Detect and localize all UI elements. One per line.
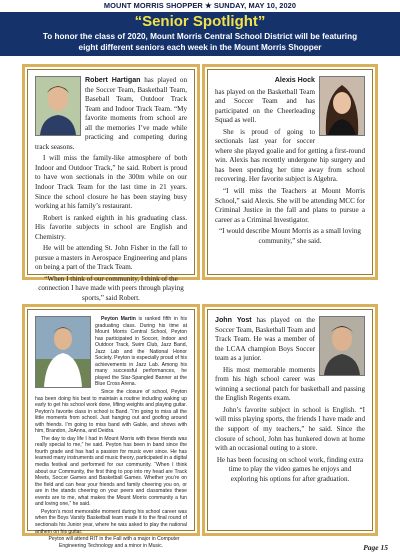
text-yost-3: He has been focusing on school work, finding extra time to play the video games he enjoys and exploring his options for after graduation. <box>216 455 364 483</box>
name-yost: John Yost <box>215 316 252 324</box>
article-yost <box>202 304 378 536</box>
banner-subtitle-line-2: eight different seniors each week in the Mount Morris Shopper <box>78 43 322 52</box>
intro-yost: has played on the Soccer Team, Basketball Team and Track Team. He was a member of the LCAA champion Boys Soccer team as a junior. <box>215 316 316 363</box>
photo-hock <box>319 76 365 136</box>
text-martin-1: Since the closure of school, Peyton has been doing his best to maintain a routine including waking up early to get his school work done, lifting weights and playing guitar. Peyton’s favorite class in school is Band. “I’m going to miss all the little moments from school. Just hanging out and goofing around with friends. I’m going to miss band with Gable, and shows with him, Brandon, JoAnna, and Deidra. <box>35 389 187 435</box>
text-yost-1: His most memorable moments from his high school career was winning a sectional patch for basketball and passing the English Regents exam. <box>215 365 365 403</box>
text-hock-3: “I would describe Mount Morris as a small loving community,” she said. <box>219 227 361 245</box>
intro-martin: is ranked fifth in his graduating class. During his time at Mount Morris Central School, Peyton has participated in Soccer, Indoor and Outdoor Track, Swim Club, Jazz Band, Jazz Lab and the National Honor Society. Peyton is especially proud of his achievements in Jazz Lab. Among his many successful performances, he played the Star-Spangled Banner at the Blue Cross Arena. <box>95 316 188 388</box>
text-hartigan-2: Robert is ranked eighth in his graduating class. His favorite subjects in school are English and Chemistry. <box>35 213 187 241</box>
article-hartigan <box>22 64 200 303</box>
page-number: Page 15 <box>363 543 388 552</box>
photo-yost <box>319 316 365 376</box>
text-martin-4: Peyton will attend RIT in the Fall with a major in Computer Engineering Technology and a minor in Music. <box>48 536 180 549</box>
article-hock <box>202 64 378 280</box>
text-martin-3: Peyton’s most memorable moment during his school career was when the Boys Varsity Basketball team made it to the final round of sectionals his Junior year, where he was asked to play the national anthem on his guitar. <box>35 508 187 535</box>
text-hartigan-1: I will miss the family-like atmosphere of both Indoor and Outdoor Track,” he said. Robert is proud to have won sectionals in the 300m while on our Indoor Track Team for the last time in 21 years. Since the school closure he has been staying busy working at his family’s restaurant. <box>35 154 187 211</box>
text-hock-1: She is proud of going to sectionals last year for soccer where she played goalie and for getting a first-round win. Alexis has recently undergone hip surgery and has been spending her time away from school recovering. Her favorite subject is Algebra. <box>215 127 365 184</box>
banner <box>0 12 400 56</box>
intro-hock: has played on the Basketball Team and Soccer Team and has participated on the Cheerleading Squad as well. <box>215 87 315 125</box>
name-hartigan: Robert Hartigan <box>85 76 141 84</box>
page-title: “Senior Spotlight” <box>134 13 266 30</box>
name-martin: Peyton Martin <box>101 316 136 322</box>
masthead: MOUNT MORRIS SHOPPER ★ SUNDAY, MAY 10, 2020 <box>103 1 297 10</box>
intro-hartigan: has played on the Soccer Team, Basketball Team, Baseball Team, Outdoor Track Team and Indoor Track Team. “My favorite moments from school are all the memories I’ve made while practicing and competing during track seasons. <box>35 76 188 151</box>
photo-hartigan <box>35 76 81 136</box>
text-hock-2: “I will miss the Teachers at Mount Morris School,” said Alexis. She will be attending MCC for Criminal Justice in the fall and plans to pursue a career as a Criminal Investigator. <box>215 187 365 224</box>
text-yost-2: John’s favorite subject in school is English. “I will miss playing sports, the friends I have made and the support of my teachers,” he said. Since the closure of school, John has hunkered down at home with an occasional outing to a store. <box>215 405 365 453</box>
banner-subtitle-line-1: To honor the class of 2020, Mount Morris Central School District will be featuring <box>42 32 358 41</box>
text-martin-2: The day to day life I had in Mount Morris with these friends was really special to me,” he said. Peyton has been in band since the fourth grade and has had a passion for music ever since. He has learned many instruments and music theory, participated in a digital media festival and performed for our community. “When I think about our Community, the first thing to pop into my head are Track Meets, Soccer Games and Basketball Games. Whether you’re on the field and can hear your friends and family cheering you on, or are in the stands cheering on your peers and classmates these events are to me, what makes the Mount Morris community a fun and loving one,” he said. <box>35 435 187 508</box>
text-hartigan-4: “When I think of our community, I think of the connection I have made with peers through playing sports,” said Robert. <box>38 274 184 303</box>
article-martin <box>22 304 200 549</box>
text-hartigan-3: He will be attending St. John Fisher in the fall to pursue a masters in Aerospace Engineering and plans on being a part of the Track Team. <box>35 244 187 272</box>
photo-martin <box>35 316 91 388</box>
name-hock: Alexis Hock <box>274 76 315 84</box>
